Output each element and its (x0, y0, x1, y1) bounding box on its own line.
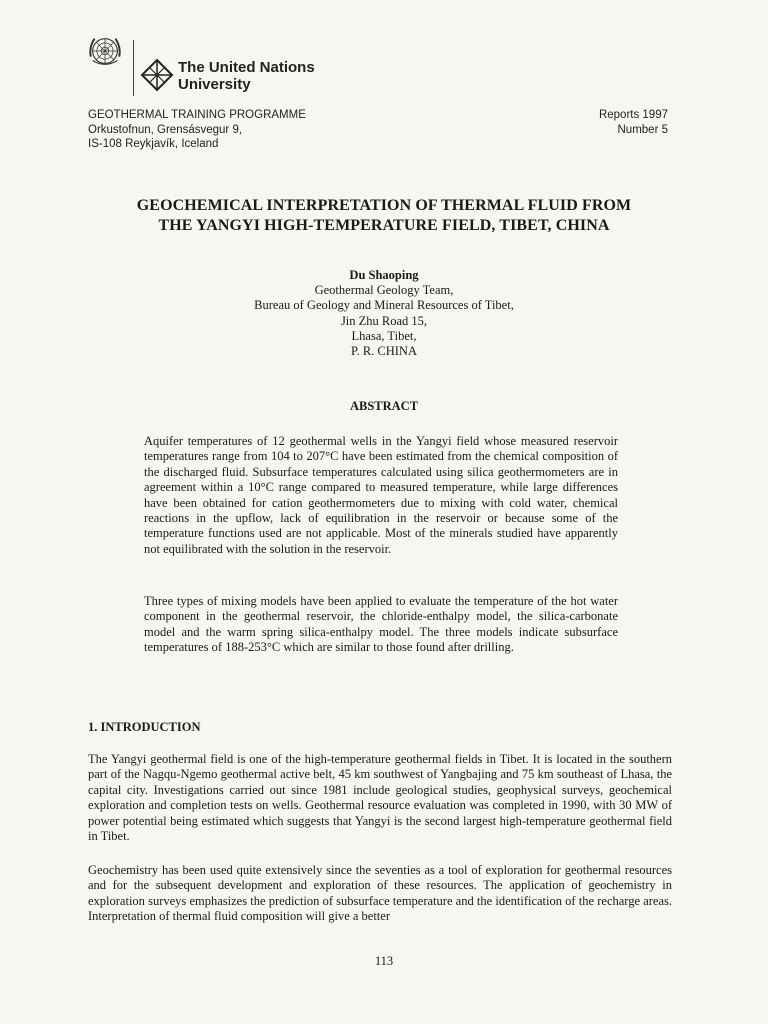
title-line1: GEOCHEMICAL INTERPRETATION OF THERMAL FLUID FROM (136, 197, 632, 214)
author-affiliation-4: Lhasa, Tibet, (351, 328, 417, 343)
report-number (599, 108, 668, 137)
author-block (80, 268, 688, 359)
author-affiliation-5: P. R. CHINA (351, 344, 417, 359)
introduction-paragraph-1: The Yangyi geothermal field is one of the high-temperature geothermal fields in Tibet. It is located in the southern part of the Nagqu-Ngemo geothermal active belt, 45 km southwest of Yangbajing and 75 km southeast of Lhasa, the capital city. Investigations carried out since 1981 include geological studies, geophysical surveys, geochemical exploration and completion tests on wells. Geothermal resource evaluation was completed in 1990, with 30 MW of power potential being estimated which suggests that Yangyi is the second largest high-temperature geothermal field in Tibet. (88, 752, 672, 844)
author-affiliation-2: Bureau of Geology and Mineral Resources of Tibet, (254, 298, 514, 313)
org-line3: IS-108 Reykjavík, Iceland (88, 138, 219, 150)
org-line1: GEOTHERMAL TRAINING PROGRAMME (88, 109, 306, 121)
report-line2: Number 5 (617, 123, 668, 136)
organization-address (88, 108, 306, 152)
title-line2: THE YANGYI HIGH-TEMPERATURE FIELD, TIBET, CHINA (158, 217, 610, 234)
report-line1: Reports 1997 (598, 109, 668, 121)
abstract-heading: ABSTRACT (349, 399, 419, 413)
un-emblem-icon (86, 32, 124, 70)
university-name (178, 59, 315, 93)
paper-title (80, 196, 688, 236)
page-number: 113 (374, 954, 394, 968)
unu-logo-icon (140, 58, 174, 92)
header-divider (133, 40, 134, 96)
org-line2: Orkustofnun, Grensásvegur 9, (88, 123, 243, 136)
author-affiliation-3: Jin Zhu Road 15, (340, 313, 428, 328)
author-name: Du Shaoping (349, 268, 419, 282)
author-affiliation-1: Geothermal Geology Team, (314, 283, 454, 298)
abstract-paragraph-2: Three types of mixing models have been applied to evaluate the temperature of the hot water component in the geothermal reservoir, the chloride-enthalpy model, the silica-carbonate model and the warm spring silica-enthalpy model. The three models indicate subsurface temperatures of 188-253°C which are similar to those found after drilling. (144, 594, 618, 655)
abstract-paragraph-1: Aquifer temperatures of 12 geothermal wells in the Yangyi field whose measured reservoir temperatures range from 104 to 207°C have been estimated from the chemical composition of the discharged fluid. Subsurface temperatures calculated using silica geothermometers are in agreement within a 10°C range compared to measured temperature, while large differences have been obtained for cation geothermometers due to mixing with cold water, chemical reactions in the upflow, lack of equilibration in the reservoir or because some of the temperature functions used are not applicable. Most of the minerals studied have apparently not equilibrated with the solution in the reservoir. (144, 434, 618, 556)
university-name-line2: University (178, 76, 251, 93)
introduction-paragraph-2: Geochemistry has been used quite extensively since the seventies as a tool of exploration for geothermal resources and for the subsequent development and exploration of these resources. The application of geochemistry in exploration surveys emphasizes the prediction of subsurface temperature and the identification of the recharge areas. Interpretation of thermal fluid composition will give a better (88, 863, 672, 924)
section-heading-introduction: 1. INTRODUCTION (88, 720, 201, 734)
university-name-line1: The United Nations (178, 59, 315, 76)
